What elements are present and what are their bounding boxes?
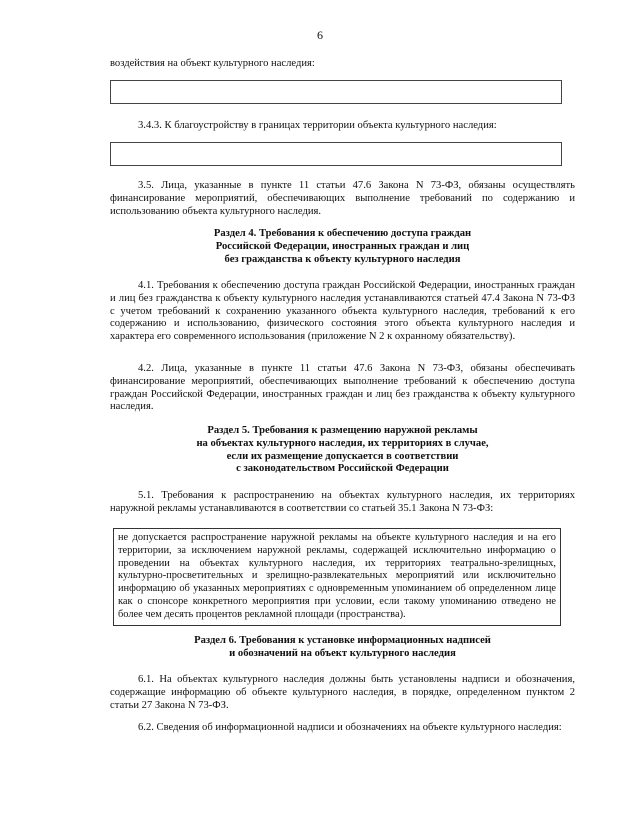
paragraph-4-1: 4.1. Требования к обеспечению доступа граждан Российской Федерации, иностранных граждан и лиц без гражданства к объекту культурного наследия устанавливаются статьей 47.4 Закона N 73-ФЗ с учетом требований к сохранению указанного объекта культурного наследия, требований к его содержанию и использованию, физического состояния этого объекта культурного наследия и характера его современного использования (приложение N 2 к охранному обязательству). bbox=[110, 280, 575, 343]
paragraph-5-1: 5.1. Требования к распространению на объектах культурного наследия, их территориях наружной рекламы устанавливаются в соответствии со статьей 35.1 Закона N 73-ФЗ: bbox=[110, 490, 575, 514]
section-6-heading-line: Раздел 6. Требования к установке информационных надписей bbox=[194, 635, 491, 646]
section-6-heading bbox=[110, 635, 575, 661]
paragraph-3-4-3: 3.4.3. К благоустройству в границах территории объекта культурного наследия: bbox=[138, 120, 497, 131]
section-5-heading-line: с законодательством Российской Федерации bbox=[236, 463, 449, 475]
section-5-heading-line: Раздел 5. Требования к размещению наружной рекламы bbox=[207, 425, 478, 436]
section-4-heading-line: Российской Федерации, иностранных граждан и лиц bbox=[215, 240, 470, 252]
paragraph-6-1: 6.1. На объектах культурного наследия должны быть установлены надписи и обозначения, содержащие информацию об объекте культурного наследия, в порядке, определенном пунктом 2 статьи 27 Закона N 73-ФЗ. bbox=[110, 674, 575, 711]
paragraph-4-2: 4.2. Лица, указанные в пункте 11 статьи 47.6 Закона N 73-ФЗ, обязаны обеспечивать финансирование мероприятий, обеспечивающих выполнение требований к обеспечению доступа граждан Российской Федерации, иностранных граждан и лиц без гражданства к объекту культурного наследия. bbox=[110, 363, 575, 413]
section-5-heading-line: на объектах культурного наследия, их территориях в случае, bbox=[196, 437, 489, 449]
boxed-text-5-1: не допускается распространение наружной рекламы на объекте культурного наследия и на его территории, за исключением наружной рекламы, содержащей исключительно информацию о проведении на объектах культурного наследия, их территориях театрально-зрелищных, культурно-просветительных и зрелищно-развлекательных мероприятий или исключительно информацию об указанных мероприятиях с одновременным упоминанием об определенном лице как о спонсоре конкретного мероприятия при условии, если такому упоминанию отведено не более чем десять процентов рекламной площади (пространства). bbox=[113, 528, 561, 626]
section-4-heading-line: Раздел 4. Требования к обеспечению доступа граждан bbox=[213, 228, 472, 239]
section-6-heading-line: и обозначений на объект культурного наследия bbox=[229, 647, 456, 659]
empty-field-box-2 bbox=[110, 142, 562, 166]
empty-field-box-1 bbox=[110, 80, 562, 104]
section-4-heading bbox=[110, 228, 575, 266]
paragraph-6-2: 6.2. Сведения об информационной надписи и обозначениях на объекте культурного наследия: bbox=[138, 722, 562, 733]
section-5-heading-line: если их размещение допускается в соответствии bbox=[226, 450, 459, 462]
section-5-heading bbox=[110, 425, 575, 476]
section-4-heading-line: без гражданства к объекту культурного наследия bbox=[224, 253, 461, 265]
paragraph-top: воздействия на объект культурного наследия: bbox=[110, 58, 315, 69]
paragraph-3-5: 3.5. Лица, указанные в пункте 11 статьи 47.6 Закона N 73-ФЗ, обязаны осуществлять финансирование мероприятий, обеспечивающих выполнение требований по содержанию и использованию объекта культурного наследия. bbox=[110, 180, 575, 217]
page-number: 6 bbox=[317, 28, 323, 42]
